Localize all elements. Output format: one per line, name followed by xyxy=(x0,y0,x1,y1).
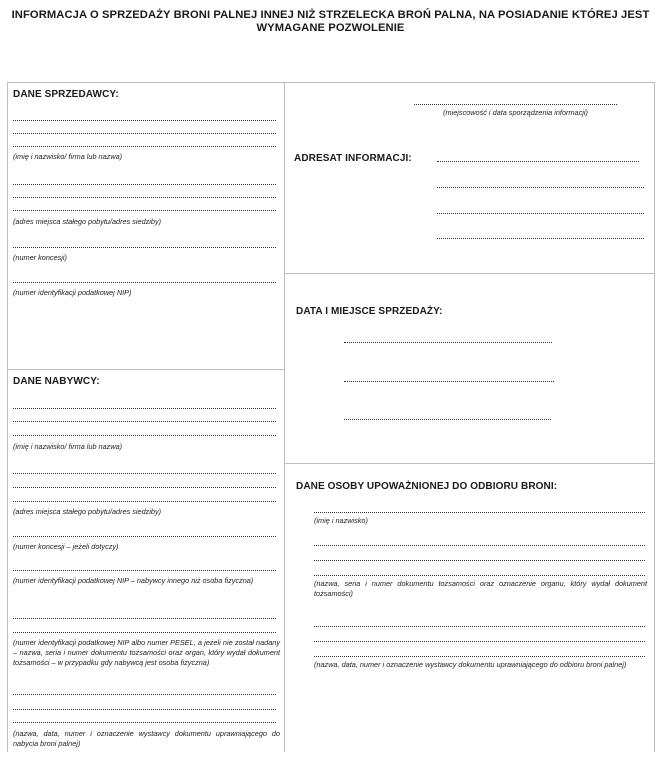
form-title-line1: INFORMACJA O SPRZEDAŻY BRONI PALNEJ INNEJ NIŻ STRZELECKA BROŃ PALNA, NA POSIADANIE KTÓREJ JEST xyxy=(11,9,650,21)
buyer-permit-line-2[interactable] xyxy=(13,709,276,710)
place-date-hint: (miejscowość i data sporządzenia informacji) xyxy=(443,108,588,117)
sale-heading: DATA I MIEJSCE SPRZEDAŻY: xyxy=(296,306,443,317)
seller-license-hint: (numer koncesji) xyxy=(13,253,67,262)
seller-nip-hint: (numer identyfikacji podatkowej NIP) xyxy=(13,288,132,297)
seller-name-hint: (imię i nazwisko/ firma lub nazwa) xyxy=(13,152,123,161)
addressee-line-4[interactable] xyxy=(437,238,644,239)
place-date-line[interactable] xyxy=(414,104,617,105)
buyer-pesel-line-1[interactable] xyxy=(13,618,276,619)
seller-address-line-3[interactable] xyxy=(13,210,276,211)
sale-line-3[interactable] xyxy=(344,419,551,420)
addressee-line-3[interactable] xyxy=(437,213,644,214)
seller-address-hint: (adres miejsca stałego pobytu/adres siedziby) xyxy=(13,217,162,226)
buyer-name-hint: (imię i nazwisko/ firma lub nazwa) xyxy=(13,442,123,451)
authorized-id-line-1[interactable] xyxy=(314,545,645,546)
seller-address-line-2[interactable] xyxy=(13,197,276,198)
buyer-address-line-3[interactable] xyxy=(13,501,276,502)
buyer-name-line-3[interactable] xyxy=(13,435,276,436)
sale-line-2[interactable] xyxy=(344,381,554,382)
addressee-line-2[interactable] xyxy=(437,187,644,188)
grid-left-border xyxy=(7,82,8,752)
authorized-id-line-3[interactable] xyxy=(314,575,645,576)
grid-right-split-1 xyxy=(284,273,655,274)
buyer-nip-line[interactable] xyxy=(13,570,276,571)
buyer-permit-hint: (nazwa, data, numer i oznaczenie wystawcy dokumentu uprawniającego do nabycia broni palnej) xyxy=(13,729,280,748)
grid-right-split-2 xyxy=(284,463,655,464)
buyer-permit-line-1[interactable] xyxy=(13,694,276,695)
seller-nip-line[interactable] xyxy=(13,282,276,283)
form-title-line2: WYMAGANE POZWOLENIE xyxy=(256,22,405,34)
buyer-permit-line-3[interactable] xyxy=(13,722,276,723)
authorized-doc-line-2[interactable] xyxy=(314,641,645,642)
grid-left-split xyxy=(7,369,285,370)
grid-top-border xyxy=(7,82,655,83)
seller-name-line-3[interactable] xyxy=(13,146,276,147)
grid-right-border xyxy=(654,82,655,752)
buyer-license-line[interactable] xyxy=(13,536,276,537)
seller-license-line[interactable] xyxy=(13,247,276,248)
form-title xyxy=(0,9,661,35)
buyer-address-hint: (adres miejsca stałego pobytu/adres siedziby) xyxy=(13,507,162,516)
seller-name-line-1[interactable] xyxy=(13,120,276,121)
authorized-name-hint: (imię i nazwisko) xyxy=(314,516,368,525)
buyer-name-line-1[interactable] xyxy=(13,408,276,409)
buyer-address-line-2[interactable] xyxy=(13,487,276,488)
authorized-id-line-2[interactable] xyxy=(314,560,645,561)
buyer-pesel-hint: (numer identyfikacji podatkowej NIP albo numer PESEL, a jeżeli nie został nadany – nazwa, seria i numer dokumentu tożsamości oraz organ, który wydał dokument tożsamości – w przypadku gdy nabywcą jest osoba fizyczna) xyxy=(13,638,280,667)
authorized-name-line[interactable] xyxy=(314,512,645,513)
authorized-id-hint: (nazwa, seria i numer dokumentu tożsamości oraz oznaczenie organu, który wydał dokument tożsamości) xyxy=(314,579,647,598)
sale-line-1[interactable] xyxy=(344,342,552,343)
buyer-address-line-1[interactable] xyxy=(13,473,276,474)
buyer-nip-hint: (numer identyfikacji podatkowej NIP – nabywcy innego niż osoba fizyczna) xyxy=(13,576,254,585)
buyer-pesel-line-2[interactable] xyxy=(13,632,276,633)
grid-center-divider xyxy=(284,82,285,752)
authorized-doc-hint: (nazwa, data, numer i oznaczenie wystawcy dokumentu uprawniającego do odbioru broni palnej) xyxy=(314,660,627,669)
authorized-doc-line-1[interactable] xyxy=(314,626,645,627)
seller-address-line-1[interactable] xyxy=(13,184,276,185)
authorized-doc-line-3[interactable] xyxy=(314,656,645,657)
addressee-line-1[interactable] xyxy=(437,161,639,162)
authorized-heading: DANE OSOBY UPOWAŻNIONEJ DO ODBIORU BRONI: xyxy=(296,481,558,492)
buyer-name-line-2[interactable] xyxy=(13,421,276,422)
seller-heading: DANE SPRZEDAWCY: xyxy=(13,89,119,100)
buyer-heading: DANE NABYWCY: xyxy=(13,376,100,387)
buyer-license-hint: (numer koncesji – jeżeli dotyczy) xyxy=(13,542,119,551)
seller-name-line-2[interactable] xyxy=(13,133,276,134)
addressee-heading: ADRESAT INFORMACJI: xyxy=(294,153,412,164)
